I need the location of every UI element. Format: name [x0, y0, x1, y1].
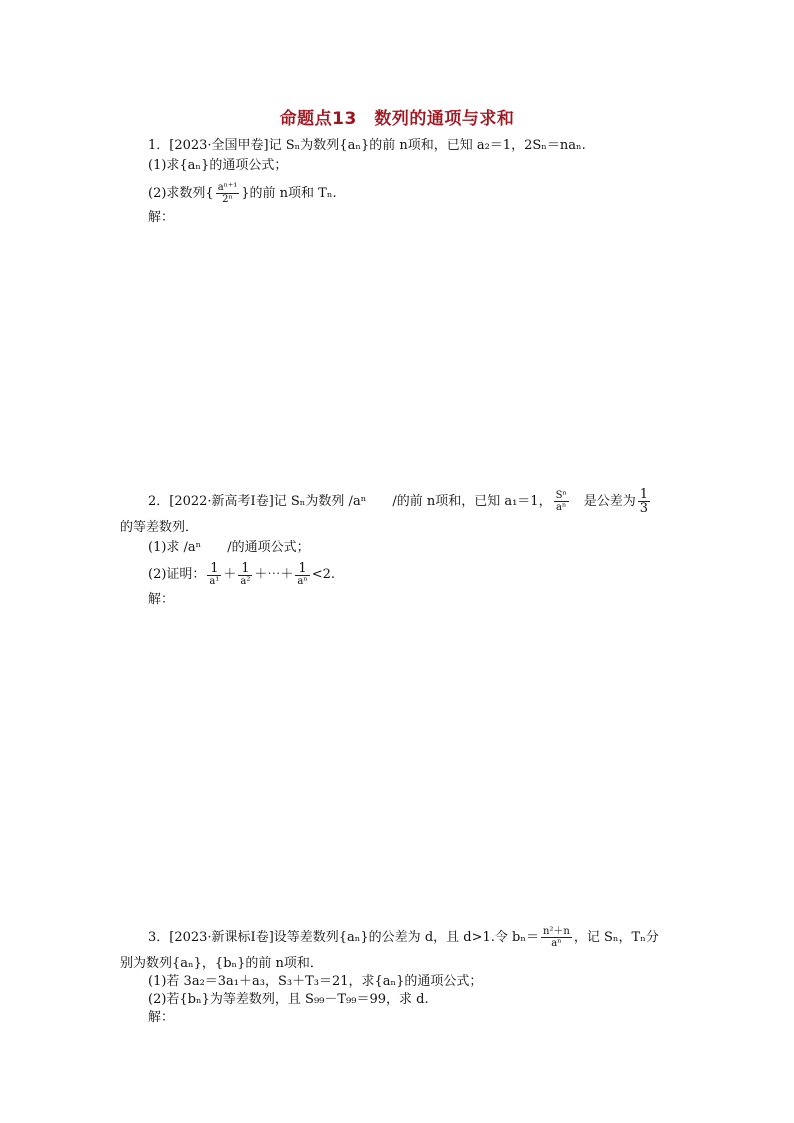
q2-stem-b: 是公差为 [583, 494, 636, 509]
q3-frac-den: aⁿ [541, 937, 572, 949]
q2-frac-3-den: aⁿ [297, 576, 308, 587]
q2-third-den: 3 [639, 501, 649, 516]
q2-frac-2-den: a² [240, 576, 251, 587]
q2-third-fraction [638, 488, 650, 515]
q3-fraction [541, 926, 572, 949]
q3-solve-label: 解： [148, 1010, 175, 1025]
q2-part1: (1)求 /aⁿ /的通项公式； [148, 540, 310, 555]
q2-part2-mid: ＋⋯＋ [254, 567, 294, 582]
q3-stem-b: ，记 Sₙ，Tₙ分 [573, 930, 659, 945]
q2-part2: (2)证明： $\frac{1}{\text{a¹}}$ ＋ $\frac{1}{\text{a²}}$ ＋⋯＋ $\frac{1}{\text{aⁿ}}$ <2. [148, 561, 336, 587]
q2-frac-3-num: 1 [298, 561, 307, 576]
q1-frac-num: aⁿ⁺¹ [217, 182, 238, 193]
q2-frac-1-den: a¹ [209, 576, 220, 587]
q1-part1: (1)求{aₙ}的通项公式； [148, 158, 288, 173]
q2-stem-a: 2．[2022·新高考Ⅰ卷]记 Sₙ为数列 /aⁿ /的前 n项和，已知 a₁＝1， [148, 494, 552, 509]
q2-frac-1 [207, 562, 221, 587]
q3-part1: (1)若 3a₂＝3a₁＋a₃，S₃＋T₃＝21，求{aₙ}的通项公式； [148, 974, 483, 989]
q2-ratio-den: aⁿ [554, 501, 569, 513]
q2-ratio-fraction [554, 490, 569, 513]
q2-part2-label: (2)证明： [148, 567, 206, 582]
q3-frac-num: n²＋n [542, 926, 570, 937]
q2-frac-2-num: 1 [241, 561, 250, 576]
q1-part2-after: }的前 n项和 Tₙ. [241, 186, 337, 201]
q1-fraction [216, 182, 240, 205]
q1-part2 [148, 182, 337, 205]
q1-part2-before: (2)求数列{ [148, 186, 214, 201]
q2-stem [148, 488, 652, 515]
q1-stem: 1．[2023·全国甲卷]记 Sₙ为数列{aₙ}的前 n项和，已知 a₂＝1，2Sₙ＝naₙ. [148, 138, 586, 153]
q2-frac-2 [238, 562, 252, 587]
q2-solve-label: 解： [148, 592, 175, 607]
q3-stem-a: 3．[2023·新课标Ⅰ卷]设等差数列{aₙ}的公差为 d，且 d>1.令 bₙ＝ [148, 930, 539, 945]
q1-solve-label: 解： [148, 210, 175, 225]
q2-part2-end: <2. [311, 567, 336, 582]
q2-frac-3 [295, 562, 309, 587]
q3-stem [148, 926, 659, 949]
q2-frac-1-num: 1 [210, 561, 219, 576]
q3-part2: (2)若{bₙ}为等差数列，且 S₉₉－T₉₉＝99，求 d. [148, 992, 429, 1007]
q3-stem-c: 别为数列{aₙ}，{bₙ}的前 n项和． [120, 956, 323, 971]
q2-stem-c: 的等差数列． [120, 520, 199, 535]
q2-third-num: 1 [639, 487, 649, 502]
page-title: 命题点13 数列的通项与求和 [279, 109, 515, 129]
q1-frac-den: 2ⁿ [216, 193, 240, 205]
q2-ratio-num: Sⁿ [555, 490, 567, 501]
